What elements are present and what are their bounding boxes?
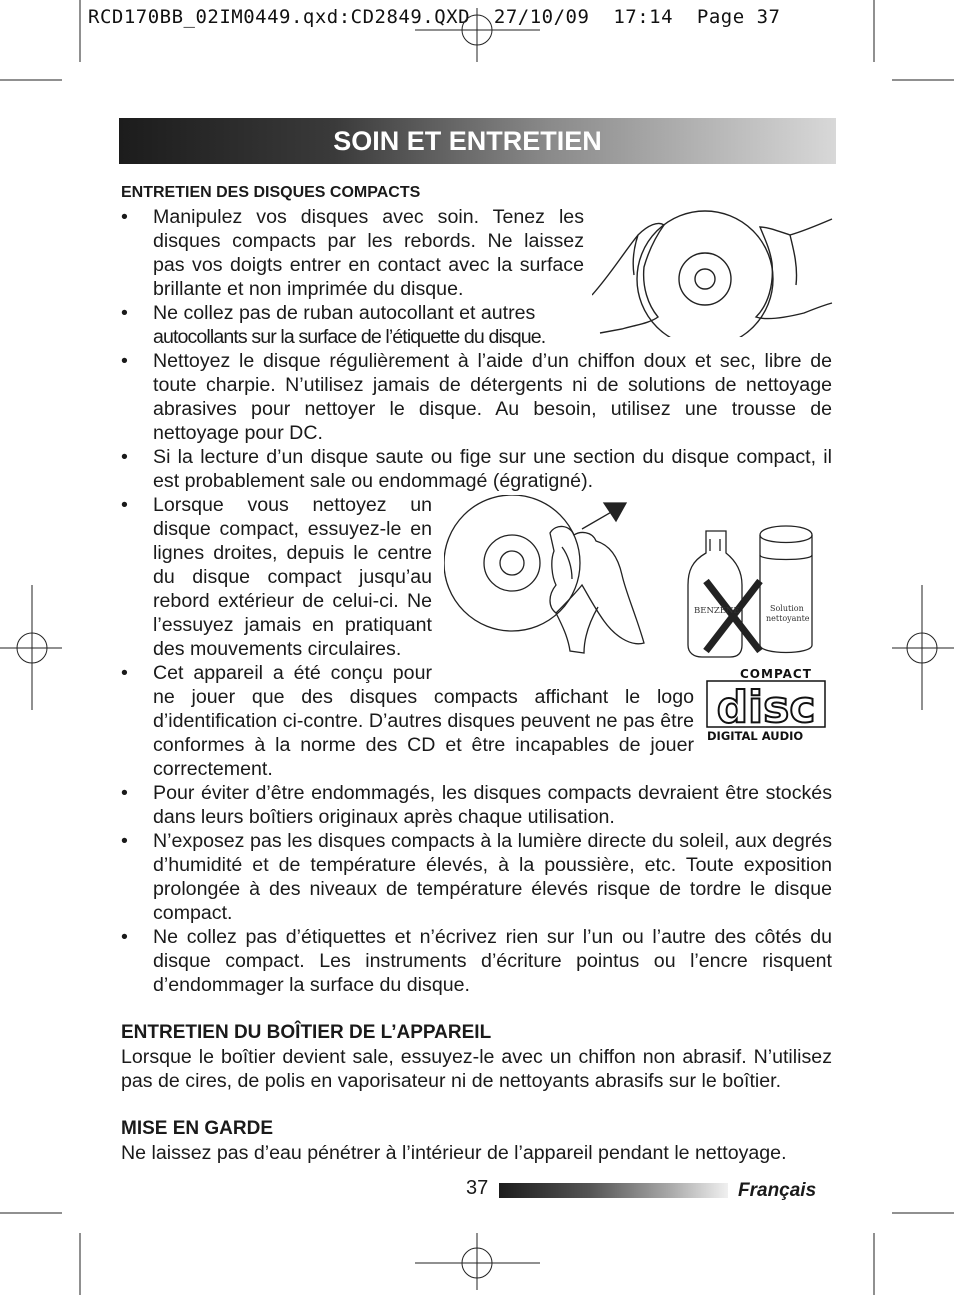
page-number: 37 bbox=[466, 1177, 489, 1199]
main-content bbox=[121, 181, 832, 1165]
section-heading-discs: ENTRETIEN DES DISQUES COMPACTS bbox=[121, 184, 421, 201]
footer-language: Français bbox=[738, 1180, 817, 1201]
list-item: • Cet appareil a été conçu pour ne jouer que des disques compacts affichant le logo d’identification ci-contre. D’autres disques peuvent ne pas être conformes à la norme des CD et être incapables de jouer correctement. bbox=[121, 661, 832, 781]
list-item-text-continued: autocollants sur la surface de l’étiquette du disque. bbox=[153, 326, 546, 348]
list-item: • N’exposez pas les disques compacts à la lumière directe du soleil, aux degrés d’humidité et de température élevés, à la poussière, etc. Toute exposition prolongée à des niveaux de température élevés risque de tordre le disque compact. bbox=[121, 829, 832, 925]
list-item-text: Ne collez pas de ruban autocollant et autres bbox=[153, 302, 536, 324]
cleaning-solution-label-line2: nettoyante bbox=[766, 614, 810, 623]
cleaning-solution-label-line1: Solution bbox=[770, 604, 804, 613]
list-item: • Lorsque vous nettoyez un disque compact, essuyez-le en lignes droites, depuis le centre du disque compact jusqu’au rebord extérieur de celui-ci. Ne l’essuyez jamais en pratiquant des mouvements circulaires. bbox=[121, 493, 832, 661]
list-item bbox=[121, 301, 832, 349]
section-heading-warning: MISE EN GARDE bbox=[121, 1118, 274, 1139]
cabinet-care-text: Lorsque le boîtier devient sale, essuyez-le avec un chiffon non abrasif. N’utilisez pas de cires, de polis en vaporisateur ni de nettoyants abrasifs sur le boîtier. bbox=[121, 1046, 832, 1092]
title-bar bbox=[119, 118, 836, 164]
list-item: • Nettoyez le disque régulièrement à l’aide d’un chiffon doux et sec, libre de toute charpie. N’utilisez jamais de détergents ni de solutions de nettoyage abrasives pour nettoyer le disque. Au besoin, utilisez une trousse de nettoyage pour DC. bbox=[121, 349, 832, 445]
list-item: • Pour éviter d’être endommagés, les disques compacts devraient être stockés dans leurs boîtiers originaux après chaque utilisation. bbox=[121, 781, 832, 829]
section-heading-cabinet: ENTRETIEN DU BOÎTIER DE L’APPAREIL bbox=[121, 1022, 492, 1043]
disc-care-list-final bbox=[121, 661, 832, 997]
disc-care-list bbox=[121, 205, 832, 493]
benzene-label: BENZÈNE bbox=[694, 606, 740, 616]
print-slug: RCD170BB_02IM0449.qxd:CD2849.QXD 27/10/09 17:14 Page 37 bbox=[88, 6, 781, 28]
warning-text: Ne laissez pas d’eau pénétrer à l’intérieur de l’appareil pendant le nettoyage. bbox=[121, 1142, 787, 1164]
list-item: • Ne collez pas d’étiquettes et n’écrivez rien sur l’un ou l’autre des côtés du disque compact. Les instruments d’écriture pointus ou l’encre risquent d’endommager la surface du disque. bbox=[121, 925, 832, 997]
list-item: • Manipulez vos disques avec soin. Tenez les disques compacts par les rebords. Ne laissez pas vos doigts entrer en contact avec la surface brillante et non imprimée du disque. bbox=[121, 205, 832, 301]
footer-gradient-bar bbox=[499, 1183, 728, 1198]
logo-disc-text: disc bbox=[716, 682, 816, 733]
logo-bottom-text: DIGITAL AUDIO bbox=[707, 729, 804, 743]
page-title: SOIN ET ENTRETIEN bbox=[333, 126, 602, 156]
disc-care-list-continued bbox=[121, 493, 832, 661]
logo-top-text: COMPACT bbox=[740, 667, 812, 681]
list-item: • Si la lecture d’un disque saute ou fige sur une section du disque compact, il est probablement sale ou endommagé (égratigné). bbox=[121, 445, 832, 493]
